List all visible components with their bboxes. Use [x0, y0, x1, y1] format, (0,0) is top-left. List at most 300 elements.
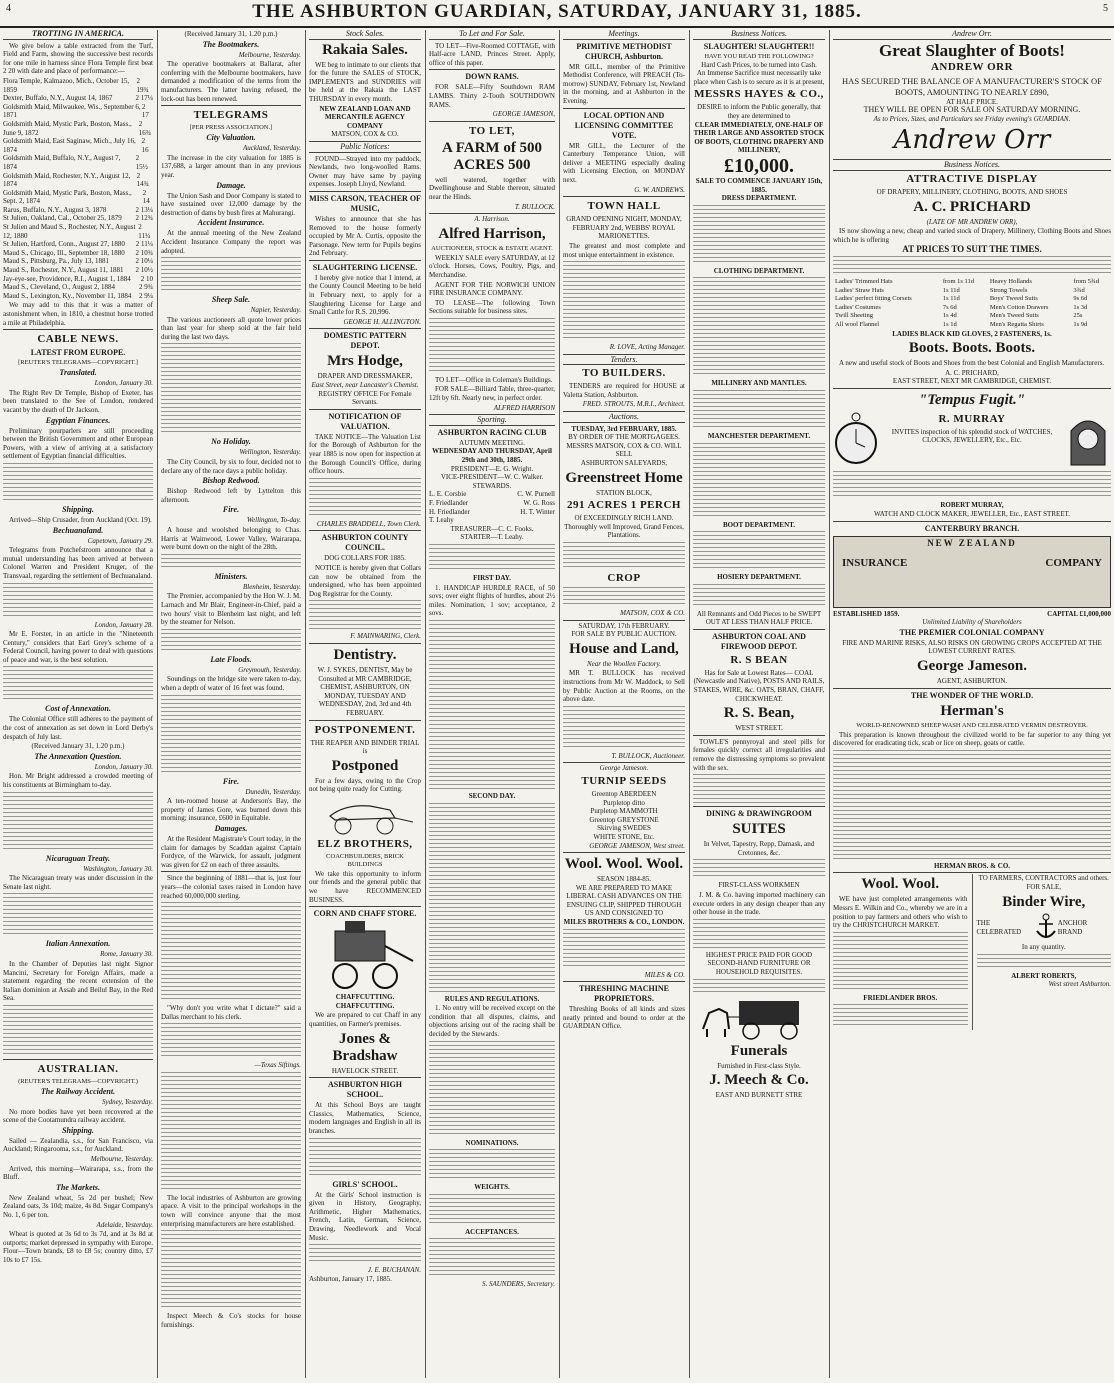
dentistry-heading: Dentistry. — [333, 646, 397, 663]
ad-date: Ashburton, January 17, 1885. — [309, 1274, 392, 1283]
hayes-heading: MESSRS HAYES & CO., — [694, 88, 824, 101]
bean-heading: R. S BEAN — [730, 653, 788, 666]
ad-signature: MILES & CO. — [644, 970, 685, 979]
stewards-row: H. Friedlander H. T. Winter — [429, 507, 555, 516]
ad-signature: T. BULLOCK. — [514, 202, 555, 211]
ad-text: TENDERS are required for HOUSE at Valetta Station, Ashburton. — [563, 382, 685, 399]
news-paragraph: Mr E. Forster, in an article in the "Nineteenth Century," considers that Earl Grey's scheme of a Federal Council, having power to deal with questions of peace and war, is the best solution. — [3, 630, 153, 664]
text-filler — [693, 390, 825, 430]
greenstreet-heading: Greenstreet Home — [565, 469, 683, 486]
ad-text: TO LEASE—The following Town Sections suitable for business sites. — [429, 298, 555, 316]
text-filler — [161, 554, 301, 570]
public-notices-heading: Public Notices: — [309, 143, 421, 153]
accident-heading: Accident Insurance. — [197, 218, 265, 228]
dateline: Greymouth, Yesterday. — [238, 665, 301, 674]
jameson-label: George Jameson. — [599, 764, 649, 773]
record-row: St Julien, Oakland, Cal., October 25, 1879 2 12¾ — [3, 214, 153, 223]
ad-signature: J. E. BUCHANAN. — [367, 1266, 421, 1275]
canterbury-heading: CANTERBURY BRANCH. — [924, 523, 1020, 533]
racing-treasurer: TREASURER—C. C. Fooks. — [450, 524, 534, 533]
column-6 — [690, 30, 828, 1378]
anchor-icon — [1034, 913, 1058, 944]
news-paragraph: "Why don't you write what I dictate?" said a Dallas merchant to his clerk. — [161, 1004, 301, 1021]
annexation-heading: Cost of Annexation. — [45, 704, 111, 714]
ad-text: Has for Sale at Lowest Rates— COAL (Newcastle and Native), POSTS AND RAILS, STAKES, WIRE, &c. OATS, BRAN, CHAFF, CHICKWHEAT. — [693, 668, 825, 703]
prichard-prices: AT PRICES TO SUIT THE TIMES. — [902, 244, 1042, 255]
domestic-heading: DOMESTIC PATTERN DEPOT. — [323, 331, 407, 351]
table-row: Twill Sheeting 1s 4d Men's Tweed Suits 25s — [835, 312, 1083, 320]
ad-text: MESSRS MATSON, COX & CO. WILL SELL — [566, 441, 682, 459]
ministers-heading: Ministers. — [214, 571, 248, 581]
received-note: (Received January 31, 1.20 p.m.) — [31, 742, 125, 751]
county-sub: DOG COLLARS FOR 1885. — [324, 554, 406, 563]
prichard-heading: A. C. PRICHARD — [913, 198, 1031, 215]
translated-heading: Translated. — [59, 368, 97, 378]
stewards-heading: STEWARDS. — [472, 481, 512, 490]
rules-heading: RULES AND REGULATIONS. — [444, 994, 540, 1003]
text-filler — [833, 471, 1111, 499]
prichard-address: EAST STREET, NEXT MR CAMBRIDGE, CHEMIST. — [892, 377, 1052, 386]
unlimited: Unlimited Liability of Shareholders — [922, 618, 1022, 627]
ad-text: In Velvet, Tapestry, Repp, Damask, and Cretonnes, &c. — [703, 840, 815, 857]
text-filler — [833, 256, 1111, 276]
herman-heading: Herman's — [940, 702, 1004, 719]
dining-heading: DINING & DRAWINGROOM — [706, 809, 812, 819]
established: ESTABLISHED 1859. — [833, 609, 900, 618]
seed-item: Greentop GREYSTONE — [589, 815, 659, 824]
ad-text: The greatest and most complete and most unique entertainment in existence. — [563, 241, 685, 259]
text-filler — [429, 1041, 555, 1137]
elz-heading: ELZ BROTHERS, — [317, 837, 413, 850]
acceptances-heading: ACCEPTANCES. — [465, 1227, 519, 1236]
rakaia-heading: Rakaia Sales. — [322, 41, 408, 58]
text-filler — [563, 587, 685, 607]
sale-commence: SALE TO COMMENCE JANUARY 15th, 1885. — [695, 176, 823, 194]
seed-item: WHITE STONE, Etc. — [593, 832, 655, 841]
text-filler — [161, 695, 301, 775]
clothing-dept: CLOTHING DEPARTMENT. — [713, 266, 805, 275]
dateline: Blenheim, Yesterday. — [242, 582, 301, 591]
news-paragraph: Telegrams from Potchefstroom announce that a mutual understanding has been arrived at between Colonel Warren and President Kruger, of the Transvaal, regarding the settlement of Bechuanaland. — [3, 546, 153, 580]
amount: £10,000. — [724, 154, 794, 177]
text-filler — [309, 478, 421, 518]
text-filler — [429, 318, 555, 374]
ad-text: W. J. SYKES, DENTIST, May be Consulted at MR CAMBRIDGE, CHEMIST, ASHBURTON, ON MONDAY, TUESDAY AND WEDNESDAY, 2nd, 3rd and 4th FEBRUARY. — [317, 665, 413, 717]
ad-signature: FRIEDLANDER BROS. — [863, 993, 938, 1002]
ad-signature: A. C. PRICHARD, — [945, 368, 999, 377]
text-filler — [309, 1244, 421, 1264]
text-filler — [161, 1023, 301, 1059]
ad-signature: GEORGE H. ALLINGTON. — [343, 317, 421, 326]
quantity: In any quantity. — [1021, 943, 1066, 952]
open-text: THEY WILL BE OPEN FOR SALE ON SATURDAY MORNING. — [863, 105, 1081, 115]
farmers-heading: TO FARMERS, CONTRACTORS and others. — [978, 874, 1109, 883]
dateline: Wellington, Yesterday. — [239, 448, 301, 457]
table-row: All wool Flannel 1s 1d Men's Regatta Shirts 1s 9d — [835, 320, 1088, 328]
chaffcutting-label: CHAFFCUTTING. CHAFFCUTTING. — [335, 993, 395, 1010]
masthead — [0, 0, 1114, 28]
ad-text: TAKE NOTICE—The Valuation List for the Borough of Ashburton for the year 1885 is now open for inspection at the Borough Council's Office, during office hours. — [309, 432, 421, 476]
ad-text: TO LET—Office in Coleman's Buildings. — [435, 375, 553, 384]
town-hall-heading: TOWN HALL — [587, 200, 661, 213]
clear-text: CLEAR IMMEDIATELY, ONE-HALF OF THEIR LARGE AND ASSORTED STOCK OF BOOTS, CLOTHING DRAPERY AND MILLINERY, — [693, 120, 825, 155]
newspaper-title: THE ASHBURTON GUARDIAN, SATURDAY, JANUARY 31, 1885. — [252, 1, 862, 22]
ad-text: INVITES inspection of his splendid stock of WATCHES, CLOCKS, JEWELLERY, Etc., Etc. — [891, 427, 1053, 445]
wool-season: SEASON 1884-85. — [596, 875, 652, 884]
mantel-clock-icon — [1065, 411, 1111, 470]
great-slaughter-heading: Great Slaughter of Boots! — [879, 40, 1065, 60]
record-row: Maud S., Lexington, Ky., November 11, 1884 2 9¼ — [3, 291, 153, 300]
sheep-sale-heading: Sheep Sale. — [211, 295, 251, 305]
rules-text: 1. No entry will be received except on the condition that all disputes, claims, and objections arising out of the racing shall be decided by the Stewards. — [429, 1004, 555, 1038]
capital: CAPITAL £1,000,000 — [1047, 609, 1111, 618]
bechuana-heading: Bechuanaland. — [52, 525, 104, 535]
text-filler — [833, 932, 968, 992]
telegrams-credit: [PER PRESS ASSOCIATION.] — [189, 124, 273, 132]
jones-heading: Jones & Bradshaw — [332, 1030, 398, 1064]
hosiery-dept: HOSIERY DEPARTMENT. — [717, 573, 801, 582]
news-paragraph: The local industries of Ashburton are growing apace. A visit to the principal workshops in the town will convince anyone that the most enterprising manufacturers are here established. — [161, 1193, 301, 1228]
manchester-dept: MANCHESTER DEPARTMENT. — [707, 431, 811, 440]
record-row: Goldsmith Maid, Milwaukee, Wis., September 6, 1871 2 17 — [3, 102, 149, 120]
text-filler — [3, 792, 153, 852]
italy-heading: Italian Annexation. — [45, 939, 111, 949]
page-number-left: 4 — [6, 3, 11, 14]
text-filler — [429, 1194, 555, 1226]
ad-text: IS now showing a new, cheap and varied stock of Drapery, Millinery, Clothing Boots and Shoes which he is offering — [833, 227, 1111, 244]
meetings-heading: Meetings. — [563, 30, 685, 40]
meech-heading: J. Meech & Co. — [709, 1072, 809, 1089]
suites-heading: SUITES — [732, 821, 786, 838]
news-paragraph: New Zealand wheat, 5s 2d per bushel; New Zealand oats, 3s 10d; maize, 4s 8d. Sugar Company's No. 1, 6 per ton. — [3, 1193, 153, 1219]
text-filler — [563, 542, 685, 570]
ad-text: At the Girls' School instruction is given in History, Geography, Arithmetic, Higher Mathematics, French, Latin, German, Science, Drawing, Needlework and Vocal Music. — [309, 1190, 421, 1242]
ad-signature: S. SAUNDERS, Secretary. — [481, 1280, 555, 1289]
second-day-heading: SECOND DAY. — [468, 791, 516, 800]
jameson-agent: AGENT, ASHBURTON. — [936, 677, 1008, 686]
news-paragraph: Arrived—Ship Crusader, from Auckland (Oct. 19). — [9, 515, 152, 524]
ad-text: FOR SALE—Billiard Table, three-quarter, 12ft by 6ft. Nearly new, in perfect order. — [429, 385, 555, 403]
ad-text: DESIRE to inform the Public generally, that they are determined to — [697, 103, 821, 120]
received-note: (Received January 31, 1.20 p.m.) — [184, 30, 278, 38]
attractive-heading: ATTRACTIVE DISPLAY — [906, 172, 1038, 185]
license-heading: SLAUGHTERING LICENSE. — [312, 262, 418, 272]
local-option-heading: LOCAL OPTION AND LICENSING COMMITTEE VOTE. — [574, 110, 674, 140]
racing-date: WEDNESDAY AND THURSDAY, April 29th and 30th, 1885. — [432, 447, 552, 465]
record-row: Goldsmith Maid, Mystic Park, Boston, Mass., Sept. 2, 1874 2 14 — [3, 188, 150, 206]
dateline: Sydney, Yesterday. — [101, 1097, 153, 1106]
nominations-heading: NOMINATIONS. — [465, 1138, 519, 1147]
record-row: St Julien and Maud S., Rochester, N.Y., August 12, 1880 2 11¾ — [3, 223, 151, 240]
public-auction: FOR SALE BY PUBLIC AUCTION. — [571, 630, 677, 639]
rams-heading: DOWN RAMS. — [465, 72, 519, 82]
trotting-intro: We give below a table extracted from the Turf, Field and Farm, showing the successive best records for one mile in harness since Flora Temple first beat 2 20 with date and place of performance:— — [3, 41, 153, 76]
text-filler — [429, 1238, 555, 1278]
text-filler — [693, 859, 825, 879]
news-paragraph: At the annual meeting of the New Zealand Accident Insurance Company the report was adopted. — [161, 229, 301, 255]
ad-text: MR T. BULLOCK has received instructions from Mr W. Maddock, to Sell by Public Auction at the Rooms, on the above date. — [563, 669, 685, 704]
ad-text: AGENT FOR THE NORWICH UNION FIRE INSURANCE COMPANY. — [429, 280, 555, 298]
ad-text: Hard Cash Prices, to be turned into Cash. — [701, 60, 817, 69]
racing-sub: AUTUMN MEETING. — [459, 438, 525, 447]
for-sale: FOR SALE, — [1026, 883, 1062, 891]
text-filler — [833, 1004, 968, 1028]
text-filler — [309, 600, 421, 630]
ad-signature: G. W. ANDREWS. — [634, 185, 685, 194]
text-filler — [161, 629, 301, 653]
text-filler — [161, 343, 301, 435]
news-paragraph: Bishop Redwood left by Lyttelton this afternoon. — [161, 487, 301, 504]
ad-signature: R. LOVE, Acting Manager. — [609, 343, 685, 352]
insurance-engraving — [833, 536, 1111, 608]
record-row: St Julien, Hartford, Conn., August 27, 1880 2 11¼ — [3, 240, 153, 249]
text-filler — [429, 1149, 555, 1181]
price-table — [833, 278, 1111, 330]
record-row: Goldsmith Maid, East Saginaw, Mich., July 16, 1874 2 16 — [3, 137, 149, 154]
annexation-question-heading: The Annexation Question. — [34, 751, 122, 761]
news-paragraph: The operative bootmakers at Ballarat, after conferring with the Melbourne bootmakers, have demanded a modification of the terms from the manufacturers. The latter having refused, the lock-out has been renewed. — [161, 60, 301, 103]
cable-credit: [REUTER'S TELEGRAMS—COPYRIGHT.] — [18, 359, 138, 367]
news-paragraph: The Colonial Office still adheres to the payment of the cost of annexation as set down in Lord Derby's despatch of July last. — [3, 715, 153, 741]
ad-text: MR GILL, the Lecturer of the Canterbury Temperance Union, will deliver a MEETING especially dealing with Licensing Election, on MONDAY next. — [563, 141, 685, 184]
coal-heading: ASHBURTON COAL AND FIREWOOD DEPOT. — [712, 631, 806, 651]
news-paragraph: Soundings on the bridge site were taken to-day, when a depth of water of 16 feet was found. — [161, 675, 301, 692]
text-filler — [161, 1072, 301, 1192]
stewards-row: T. Leahy — [429, 516, 454, 525]
text-filler — [429, 803, 555, 993]
hearse-illustration — [693, 995, 825, 1041]
ad-text: TO LET—Five-Roomed COTTAGE, with Half-acre LAND, Princes Street. Apply, office of this paper. — [429, 41, 555, 67]
news-paragraph: The Right Rev Dr Temple, Bishop of Exeter, has been translated to the See of London, rendered vacant by the death of Dr Jackson. — [3, 388, 153, 414]
australian-credit: (REUTER'S TELEGRAMS—COPYRIGHT.) — [18, 1077, 138, 1085]
seed-item: Skirving SWEDES — [597, 824, 651, 833]
millinery-dept: MILLINERY AND MANTLES. — [711, 379, 807, 388]
jameson-heading: George Jameson. — [917, 658, 1027, 675]
house-sub: Near the Woollen Factory. — [586, 659, 661, 668]
bootmakers-heading: The Bootmakers. — [202, 39, 260, 49]
text-filler — [429, 544, 555, 572]
auctions-heading: Auctions. — [563, 413, 685, 423]
dateline: London, January 30. — [94, 379, 153, 388]
ad-text: THE REAPER AND BINDER TRIAL is — [310, 738, 420, 756]
ad-text: This preparation is known throughout the civilized world to be far superior to any thing yet discovered for eradicating tick, scab or lice on sheep, goats or cattle. — [833, 730, 1111, 748]
ad-text: TOWLE'S pennyroyal and steel pills for females quickly correct all irregularities and remove the distressing symptoms so prevalent with the sex. — [693, 737, 825, 772]
andrew-orr-name: ANDREW ORR — [930, 60, 1014, 73]
record-row: Flora Temple, Kalmazoo, Mich., October 15, 1859 2 19¾ — [3, 76, 149, 94]
funerals-heading: Funerals — [730, 1042, 788, 1059]
floods-heading: Late Floods. — [210, 654, 252, 664]
company-wordmark: COMPANY — [1045, 557, 1102, 570]
insurance-wordmark: INSURANCE — [842, 557, 908, 570]
dateline: Wellington, To-day. — [246, 516, 301, 525]
markets-heading: The Markets. — [56, 1182, 100, 1192]
slaughter-sub: HAVE YOU READ THE FOLLOWING? — [704, 52, 814, 60]
roberts-name: ALBERT ROBERTS, — [1011, 971, 1077, 980]
wool-heading: Wool. Wool. — [861, 876, 940, 893]
text-filler — [3, 463, 153, 503]
text-filler — [693, 205, 825, 265]
racing-club-heading: ASHBURTON RACING CLUB — [437, 427, 547, 437]
dress-dept: DRESS DEPARTMENT. — [721, 194, 797, 203]
ladies-gloves: LADIES BLACK KID GLOVES, 2 FASTENERS, 1s. — [892, 329, 1052, 338]
news-paragraph: The increase in the city valuation for 1885 is 137,688, a larger amount than in any previous year. — [161, 153, 301, 179]
nicaragua-heading: Nicaraguan Treaty. — [45, 853, 111, 863]
insurance-meta — [833, 610, 1111, 619]
valuation-notice-heading: NOTIFICATION OF VALUATION. — [328, 411, 402, 431]
anchor-brand: ANCHOR BRAND — [1057, 919, 1088, 936]
column-7 — [830, 30, 1114, 1378]
ad-signature: ALFRED HARRISON — [493, 403, 555, 412]
ad-text: MR GILL, member of the Primitive Methodist Conference, will PREACH (To-morrow) SUNDAY, February 1st, Newland in the morning, and at Ashburton in the Evening. — [563, 62, 685, 105]
hodge-address: East Street, near Lancaster's Chemist. — [311, 381, 419, 390]
herman-sub: WORLD-RENOWNED SHEEP WASH AND CELEBRATED VERMIN DESTROYER. — [856, 721, 1088, 729]
record-row: Dexter, Buffalo, N.Y., August 14, 1867 2 17¼ — [3, 94, 153, 103]
builders-heading: TO BUILDERS. — [582, 367, 666, 380]
acres-heading: 291 ACRES 1 PERCH — [567, 499, 681, 512]
text-filler — [693, 584, 825, 608]
dateline: Napier, Yesterday. — [250, 306, 301, 315]
stewards-row: L. E. Corsbie C. W. Purnell — [429, 490, 555, 499]
slaughter-heading: SLAUGHTER! SLAUGHTER!! — [703, 41, 815, 51]
page-number-right: 5 — [1103, 3, 1108, 14]
trotting-outro: We may add to this that it was a matter of astonishment when, in 1810, a chestnut horse trotted a mile at Philadelphia. — [3, 301, 153, 327]
chaffcutter-illustration — [309, 921, 421, 991]
ad-signature: T. BULLOCK, Auctioneer. — [611, 751, 685, 760]
race-entry: 1. HANDICAP HURDLE RACE, of 50 sovs; over eight flights of hurdles, about 2½ miles. Nomination, 1 sov; acceptance, 2 sovs. — [429, 583, 555, 618]
seed-item: Purpletop ditto — [603, 798, 645, 807]
ad-text: An Immense Sacrifice must necessarily take place when Cash is to secure as it is at present, — [693, 69, 825, 86]
postponement-heading: POSTPONEMENT. — [314, 723, 416, 736]
business-notices-heading: Business Notices. — [693, 30, 825, 40]
news-paragraph: In the Chamber of Deputies last night Signor Mancini, Secretary for Foreign Affairs, made a statement regarding the recent extension of the Italian dominion at Assab and Beilul Bay, in the Red Sea. — [3, 960, 153, 1003]
dateline: Rome, January 30. — [100, 950, 153, 959]
corn-heading: CORN AND CHAFF STORE. — [313, 909, 417, 919]
table-row: Ladies' Trimmed Hats from 1s 11d Heavy Hollands from 5¾d — [835, 277, 1100, 285]
weights-heading: WEIGHTS. — [474, 1183, 510, 1192]
news-paragraph: The Nicaraguan treaty was under discussion in the Senate last night. — [3, 874, 153, 891]
hodge-heading: Mrs Hodge, — [327, 353, 403, 370]
text-filler — [161, 902, 301, 1002]
trotting-heading: TROTTING IN AMERICA. — [3, 30, 153, 40]
news-paragraph: The City Council, by six to four, decided not to declare any of the race days a public holiday. — [161, 458, 301, 475]
railway-heading: The Railway Accident. — [40, 1086, 116, 1096]
text-filler — [977, 954, 1112, 970]
text-filler — [309, 1138, 421, 1178]
registry-office: REGISTRY OFFICE For Female Servants. — [318, 389, 412, 407]
text-filler — [563, 706, 685, 750]
record-row: Maud S., Chicago, Ill., September 18, 1880 2 10¾ — [3, 248, 153, 257]
attractive-sub: OF DRAPERY, MILLINERY, CLOTHING, BOOTS, AND SHOES — [876, 187, 1068, 196]
saleyards: ASHBURTON SALEYARDS, — [580, 459, 668, 468]
column-4 — [426, 30, 558, 1378]
damages-heading: Damages. — [214, 823, 248, 833]
shipping-heading: Shipping. — [62, 504, 94, 514]
prichard-sub: (LATE OF MR ANDREW ORR), — [926, 217, 1018, 226]
boot-dept: BOOT DEPARTMENT. — [722, 520, 796, 529]
county-heading: ASHBURTON COUNTY COUNCIL. — [321, 533, 409, 553]
news-paragraph: Sailed — Zealandia, s.s., for San Francisco, via Auckland; Ringarooma, s.s., for Auckland. — [3, 1136, 153, 1154]
ad-signature: FRED. STROUTS, M.R.I., Architect. — [582, 400, 685, 409]
seed-item: Greentop ABERDEEN — [591, 789, 657, 798]
holiday-heading: No Holiday. — [211, 437, 251, 447]
andrew-orr-signature: Andrew Orr — [893, 125, 1051, 156]
seed-item: Purpletop MAMMOTH — [590, 807, 658, 816]
table-row: Ladies' perfect fitting Corsets 1s 11d Boys' Tweed Suits 9s 6d — [835, 295, 1088, 303]
news-paragraph: Since the beginning of 1881—that is, just four years—the colonial taxes raised in London have reached 60,000,000 sterling. — [161, 874, 301, 900]
farm-heading: TO LET, — [469, 124, 515, 137]
text-filler — [693, 919, 825, 949]
dateline: Auckland, Yesterday. — [242, 144, 301, 153]
ad-text: I hereby give notice that I intend, at the County Council Meeting to be held in February next, to apply for a Slaughtering License for Large and Small Cattle for R.S. 20,996. — [309, 273, 421, 317]
news-paragraph: A house and woolshed belonging to Chas. Harris at Wainwood, Lower Valley, Wairarapa, were burnt down on the night of the 28th. — [161, 526, 301, 552]
text-filler — [161, 257, 301, 293]
ad-signature: HERMAN BROS. & CO. — [933, 861, 1011, 870]
tenders-heading: Tenders. — [563, 356, 685, 366]
carriage-illustration — [309, 796, 421, 836]
ad-text: FOUND—Strayed into my paddock, Newlands, two long-woolled Rams. Owner may have same by paying expenses. Joseph Lloyd, Newland. — [309, 154, 421, 189]
sporting-heading: Sporting. — [429, 416, 555, 426]
orr-text: HAS SECURED THE BALANCE OF A MANUFACTURER'S STOCK OF BOOTS, AMOUNTING TO NEARLY £890, — [842, 75, 1102, 97]
murray-address: WATCH AND CLOCK MAKER, JEWELLER, Etc., EAST STREET. — [873, 510, 1071, 519]
racing-president: PRESIDENT—E. G. Wright. — [450, 464, 534, 473]
ad-signature: GEORGE JAMESON, West street. — [589, 841, 685, 850]
first-day-heading: FIRST DAY. — [473, 573, 511, 582]
record-row: Goldsmith Maid, Rochester, N.Y., August 12, 1874 2 14¾ — [3, 171, 149, 189]
text-filler — [3, 893, 153, 937]
ad-signature: MATSON, COX & CO. — [620, 609, 685, 617]
ad-signature: ROBERT MURRAY, — [940, 501, 1004, 510]
racing-vice: VICE-PRESIDENT—W. C. Walker. — [440, 473, 544, 482]
nz-wordmark: NEW ZEALAND — [927, 537, 1017, 548]
ad-text: A new and useful stock of Boots and Shoes from the best Colonial and English Manufacturers. — [839, 359, 1105, 368]
text-filler — [3, 583, 153, 619]
column-2 — [158, 30, 304, 1378]
miles-brothers: MILES BROTHERS & CO., LONDON. — [563, 918, 685, 927]
table-row: Ladies' Costumes 7s 6d Men's Cotton Drawers 1s 3d — [835, 303, 1088, 311]
cable-subheading: LATEST FROM EUROPE. — [30, 348, 126, 358]
binder-wire-heading: Binder Wire, — [1002, 893, 1086, 910]
ad-text: NOTICE is hereby given that Collars can now be obtained from the undersigned, who has been appointed Dog Registrar for the County. — [309, 563, 421, 598]
workmen: FIRST-CLASS WORKMEN — [718, 881, 800, 890]
news-paragraph: At the Resident Magistrate's Court today, in the claim for damages by Scaddan against Captain Fordyce, of the Warwick, for assault, judgment was given for £2 on each of three assaults. — [161, 834, 301, 869]
girls-school-heading: GIRLS' SCHOOL. — [332, 1179, 398, 1189]
dateline: London, January 28. — [94, 620, 153, 629]
record-row: Goldsmith Maid, Mystic Park, Boston, Mass., June 9, 1872 2 16¾ — [3, 119, 151, 137]
school-heading: ASHBURTON HIGH SCHOOL. — [327, 1080, 403, 1100]
hodge-sub: DRAPER AND DRESSMAKER, — [317, 372, 413, 381]
news-paragraph: Arrived, this morning—Wairarapa, s.s., from the Bluff. — [3, 1164, 153, 1182]
ad-text: We are prepared to cut Chaff in any quantities, on Farmer's premises. — [309, 1011, 421, 1029]
postponed-heading: Postponed — [331, 757, 399, 774]
prices-note: As to Prices, Sizes, and Particulars see Friday evening's GUARDIAN. — [873, 114, 1071, 123]
ad-text: well watered, together with Dwellinghouse and Stable thereon, situated near the Hinds. — [429, 175, 555, 201]
murray-heading: R. MURRAY — [938, 412, 1006, 425]
ad-text: WE have just completed arrangements with Messrs E. Wilkin and Co., whereby we are in a position to pay farmers and others who wish to try the CHRISTCHURCH MARKET. — [833, 895, 968, 930]
boots-heading: Boots. Boots. Boots. — [908, 340, 1036, 357]
methodist-heading: PRIMITIVE METHODIST CHURCH, Ashburton. — [576, 41, 672, 61]
turnip-heading: TURNIP SEEDS — [581, 774, 667, 787]
auction-order: BY ORDER OF THE MORTGAGEES. — [568, 433, 680, 442]
meech-address: EAST AND BURNETT STRE — [715, 1091, 803, 1100]
fire-heading: Fire. — [222, 776, 240, 786]
dateline: Capetown, January 29. — [87, 536, 153, 545]
ad-text: At this School Boys are taught Classics, Mathematics, Science, modern languages and English in all its branches. — [309, 1101, 421, 1135]
ad-signature: GEORGE JAMESON, — [492, 110, 555, 119]
text-filler — [833, 750, 1111, 860]
andrew-orr-label: Andrew Orr. — [833, 30, 1111, 40]
column-1 — [0, 30, 156, 1378]
ad-signature: MATSON, COX & CO. — [331, 130, 399, 139]
